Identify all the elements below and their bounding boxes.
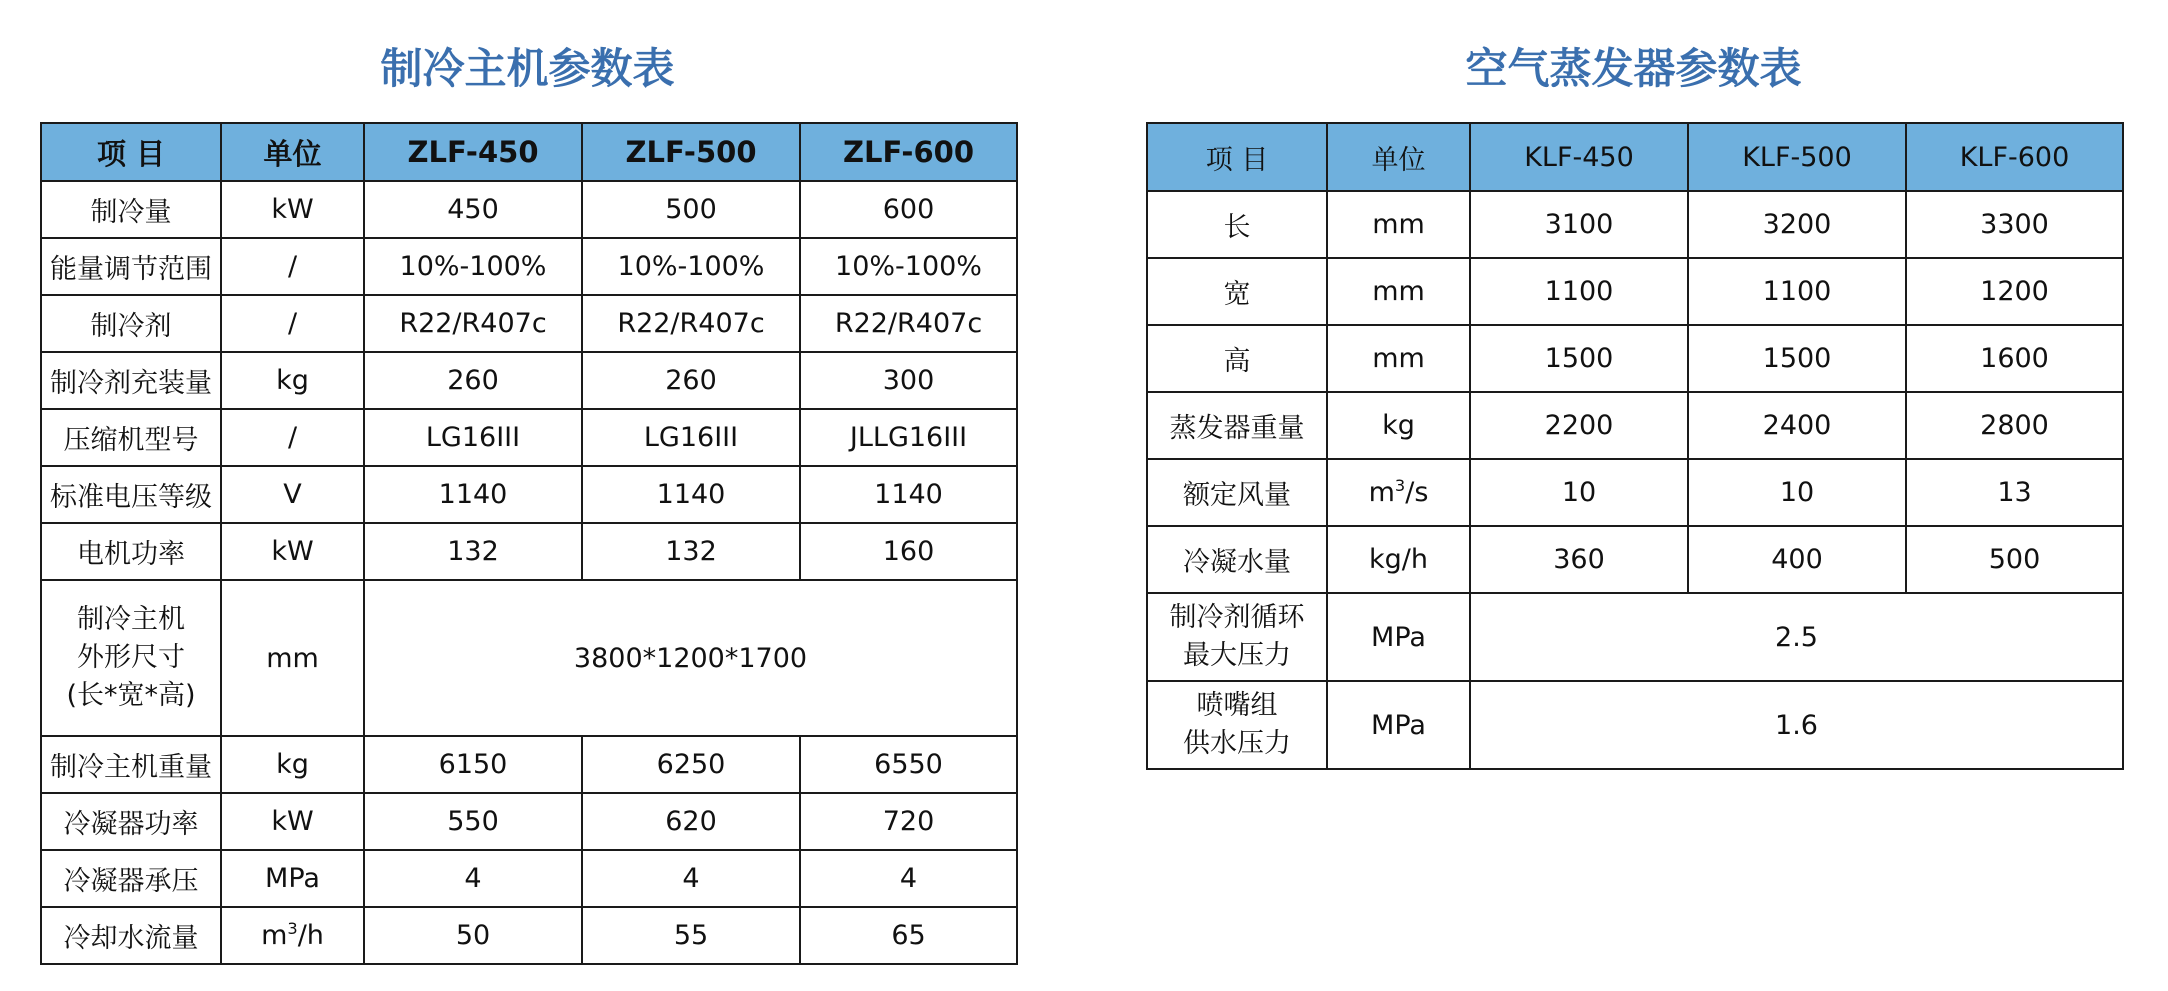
row-value: 6250 (582, 736, 800, 793)
row-item (41, 580, 221, 736)
evaporator-params-title: 空气蒸发器参数表 (1465, 44, 1802, 93)
header-model: ZLF-500 (582, 123, 800, 181)
row-unit: kg/h (1327, 526, 1470, 593)
item-line: 制冷剂循环 (1169, 602, 1305, 633)
row-value: 360 (1470, 526, 1688, 593)
row-unit: kW (221, 181, 364, 238)
unit-tail: /h (297, 920, 324, 951)
row-item: 制冷剂 (41, 295, 221, 352)
row-value: 1500 (1470, 325, 1688, 392)
table-row (41, 352, 1017, 409)
row-item: 蒸发器重量 (1147, 392, 1327, 459)
table-row (41, 850, 1017, 907)
table-row (1147, 392, 2123, 459)
row-item: 冷却水流量 (41, 907, 221, 964)
header-model: KLF-600 (1906, 123, 2123, 191)
row-item: 制冷主机重量 (41, 736, 221, 793)
row-value: 4 (582, 850, 800, 907)
row-unit: kg (221, 736, 364, 793)
table-row (1147, 526, 2123, 593)
row-value: 10 (1470, 459, 1688, 526)
row-value: 3100 (1470, 191, 1688, 258)
row-value: 160 (800, 523, 1017, 580)
table-row (1147, 325, 2123, 392)
row-value: 2800 (1906, 392, 2123, 459)
row-unit: / (221, 295, 364, 352)
header-model: ZLF-450 (364, 123, 582, 181)
row-unit (221, 907, 364, 964)
header-model: ZLF-600 (800, 123, 1017, 181)
row-value: 300 (800, 352, 1017, 409)
row-value-merged: 1.6 (1470, 681, 2123, 769)
table-row (41, 793, 1017, 850)
item-line: 制冷主机 (77, 604, 185, 635)
table-row (41, 736, 1017, 793)
row-value-merged: 3800*1200*1700 (364, 580, 1017, 736)
item-line: 喷嘴组 (1196, 690, 1278, 721)
row-item: 制冷量 (41, 181, 221, 238)
table-row (41, 466, 1017, 523)
row-item: 宽 (1147, 258, 1327, 325)
row-value: 3300 (1906, 191, 2123, 258)
row-item: 标准电压等级 (41, 466, 221, 523)
row-value: 1100 (1470, 258, 1688, 325)
unit-base: m (1368, 477, 1395, 508)
table-row (1147, 191, 2123, 258)
row-item: 高 (1147, 325, 1327, 392)
unit-tail: /s (1405, 477, 1429, 508)
row-unit: mm (221, 580, 364, 736)
row-value: 600 (800, 181, 1017, 238)
chiller-params-table (40, 122, 1018, 965)
row-unit: MPa (1327, 593, 1470, 681)
table-header-row (41, 123, 1017, 181)
row-value: 6150 (364, 736, 582, 793)
row-value: 132 (582, 523, 800, 580)
row-item (1147, 681, 1327, 769)
table-row-pressure (1147, 681, 2123, 769)
header-item: 项 目 (41, 123, 221, 181)
row-value: 65 (800, 907, 1017, 964)
row-item (1147, 593, 1327, 681)
header-unit: 单位 (1327, 123, 1470, 191)
row-value: 620 (582, 793, 800, 850)
header-unit: 单位 (221, 123, 364, 181)
table-row-dimensions (41, 580, 1017, 736)
row-value: 2200 (1470, 392, 1688, 459)
row-value: 500 (1906, 526, 2123, 593)
row-value: 10%-100% (364, 238, 582, 295)
row-value: 1140 (800, 466, 1017, 523)
row-value: 4 (800, 850, 1017, 907)
row-value: 132 (364, 523, 582, 580)
table-row (41, 295, 1017, 352)
row-unit: mm (1327, 258, 1470, 325)
row-value: 3200 (1688, 191, 1906, 258)
row-unit: / (221, 238, 364, 295)
row-item: 长 (1147, 191, 1327, 258)
row-unit: kg (221, 352, 364, 409)
table-row (41, 238, 1017, 295)
row-value: 6550 (800, 736, 1017, 793)
row-value: 1140 (364, 466, 582, 523)
row-value: 450 (364, 181, 582, 238)
row-value: 720 (800, 793, 1017, 850)
row-value: 10%-100% (582, 238, 800, 295)
row-unit: kW (221, 523, 364, 580)
chiller-params-title: 制冷主机参数表 (380, 44, 675, 93)
table-row (1147, 258, 2123, 325)
row-value: R22/R407c (364, 295, 582, 352)
row-unit (1327, 459, 1470, 526)
row-value: 1200 (1906, 258, 2123, 325)
row-value: 1600 (1906, 325, 2123, 392)
table-row (1147, 459, 2123, 526)
row-unit: kW (221, 793, 364, 850)
row-value: 2400 (1688, 392, 1906, 459)
evaporator-params-table (1146, 122, 2124, 770)
row-value: 1140 (582, 466, 800, 523)
row-value: 260 (582, 352, 800, 409)
row-value: R22/R407c (582, 295, 800, 352)
row-value: 260 (364, 352, 582, 409)
row-unit: / (221, 409, 364, 466)
table-row (41, 907, 1017, 964)
row-item: 冷凝器功率 (41, 793, 221, 850)
row-item: 冷凝器承压 (41, 850, 221, 907)
row-value: 1500 (1688, 325, 1906, 392)
row-value: LG16III (582, 409, 800, 466)
unit-superscript: 3 (1394, 476, 1406, 495)
row-unit: mm (1327, 325, 1470, 392)
unit-superscript: 3 (287, 919, 298, 938)
row-item: 制冷剂充装量 (41, 352, 221, 409)
item-line: 供水压力 (1183, 728, 1291, 759)
item-line: (长*宽*高) (66, 680, 196, 711)
header-model: KLF-450 (1470, 123, 1688, 191)
table-header-row (1147, 123, 2123, 191)
row-item: 冷凝水量 (1147, 526, 1327, 593)
header-item: 项 目 (1147, 123, 1327, 191)
row-unit: mm (1327, 191, 1470, 258)
row-value: 550 (364, 793, 582, 850)
row-value: 400 (1688, 526, 1906, 593)
row-value: 1100 (1688, 258, 1906, 325)
row-unit: kg (1327, 392, 1470, 459)
unit-base: m (261, 920, 288, 951)
header-model: KLF-500 (1688, 123, 1906, 191)
row-value: R22/R407c (800, 295, 1017, 352)
table-row (41, 409, 1017, 466)
row-value: 13 (1906, 459, 2123, 526)
row-item: 能量调节范围 (41, 238, 221, 295)
row-value: 10%-100% (800, 238, 1017, 295)
table-row-pressure (1147, 593, 2123, 681)
row-item: 压缩机型号 (41, 409, 221, 466)
row-value: 4 (364, 850, 582, 907)
row-value: 10 (1688, 459, 1906, 526)
table-row (41, 181, 1017, 238)
row-value-merged: 2.5 (1470, 593, 2123, 681)
row-value: JLLG16III (800, 409, 1017, 466)
row-unit: V (221, 466, 364, 523)
row-unit: MPa (221, 850, 364, 907)
table-row (41, 523, 1017, 580)
item-line: 外形尺寸 (77, 642, 185, 673)
item-line: 最大压力 (1183, 640, 1291, 671)
row-item: 额定风量 (1147, 459, 1327, 526)
row-value: 500 (582, 181, 800, 238)
row-value: 50 (364, 907, 582, 964)
row-item: 电机功率 (41, 523, 221, 580)
row-value: 55 (582, 907, 800, 964)
row-value: LG16III (364, 409, 582, 466)
row-unit: MPa (1327, 681, 1470, 769)
